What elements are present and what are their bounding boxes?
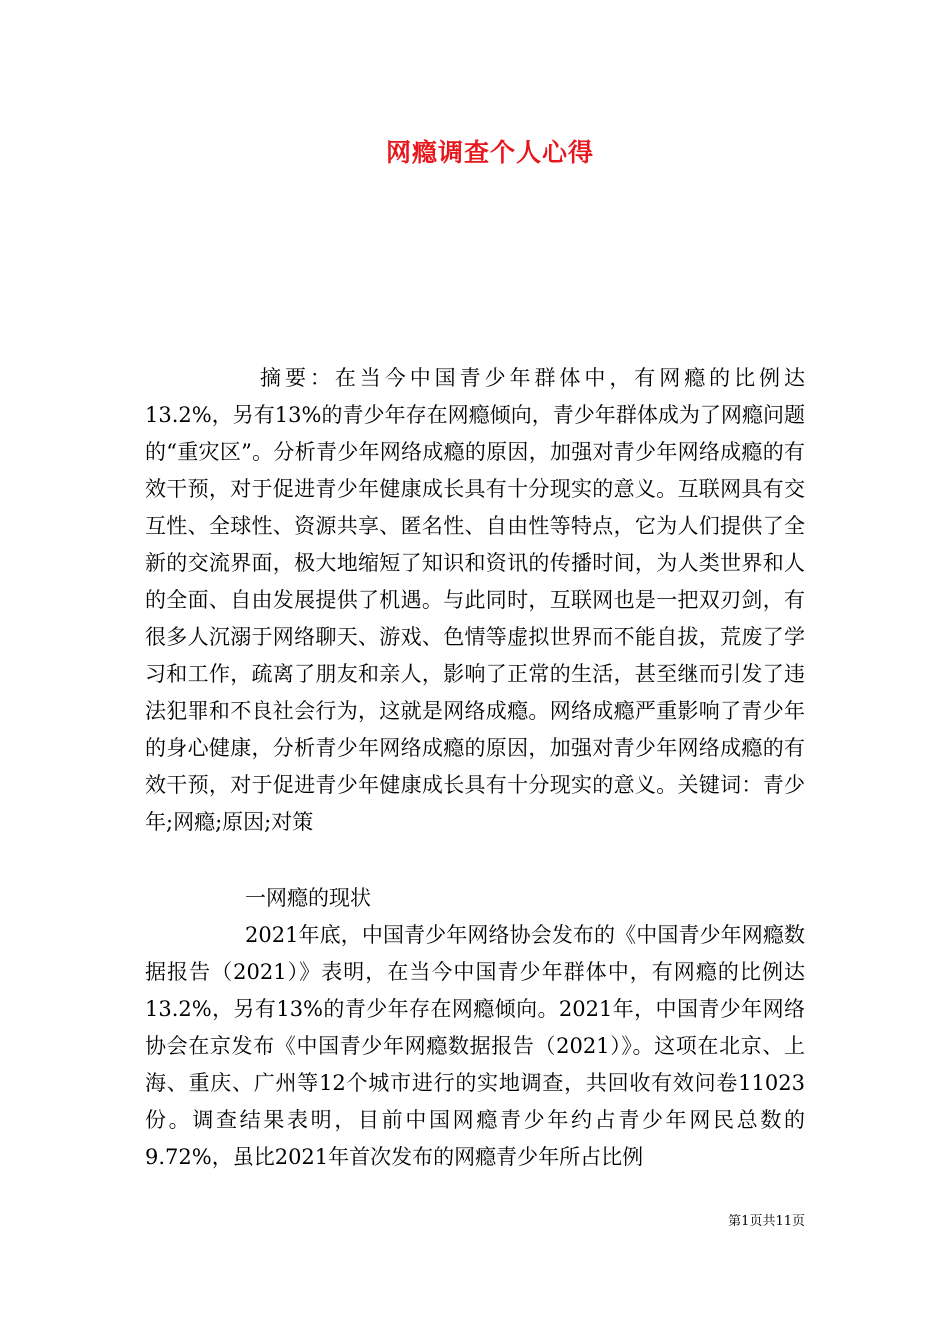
section-paragraph: 2021年底，中国青少年网络协会发布的《中国青少年网瘾数据报告（2021）》表明，在当今中国青少年群体中，有网瘾的比例达13.2%，另有13%的青少年存在网瘾倾向。2021年，中国青少年网络协会在京发布《中国青少年网瘾数据报告（2021）》。这项在北京、上海、重庆、广州等12个城市进行的实地调查，共回收有效问卷11023份。调查结果表明，目前中国网瘾青少年约占青少年网民总数的9.72%，虽比2021年首次发布的网瘾青少年所占比例: [145, 923, 805, 1169]
page-title: 网瘾调查个人心得: [385, 138, 594, 167]
page-number-footer: 第1页共11页: [728, 1214, 805, 1229]
section-heading: 一网瘾的现状: [245, 886, 371, 910]
abstract-paragraph: 摘要：在当今中国青少年群体中，有网瘾的比例达13.2%，另有13%的青少年存在网瘾倾向，青少年群体成为了网瘾问题的“重灾区”。分析青少年网络成瘾的原因，加强对青少年网络成瘾的有效干预，对于促进青少年健康成长具有十分现实的意义。互联网具有交互性、全球性、资源共享、匿名性、自由性等特点，它为人们提供了全新的交流界面，极大地缩短了知识和资讯的传播时间，为人类世界和人的全面、自由发展提供了机遇。与此同时，互联网也是一把双刃剑，有很多人沉溺于网络聊天、游戏、色情等虚拟世界而不能自拔，荒废了学习和工作，疏离了朋友和亲人，影响了正常的生活，甚至继而引发了违法犯罪和不良社会行为，这就是网络成瘾。网络成瘾严重影响了青少年的身心健康，分析青少年网络成瘾的原因，加强对青少年网络成瘾的有效干预，对于促进青少年健康成长具有十分现实的意义。关键词：青少年;网瘾;原因;对策: [145, 366, 805, 834]
